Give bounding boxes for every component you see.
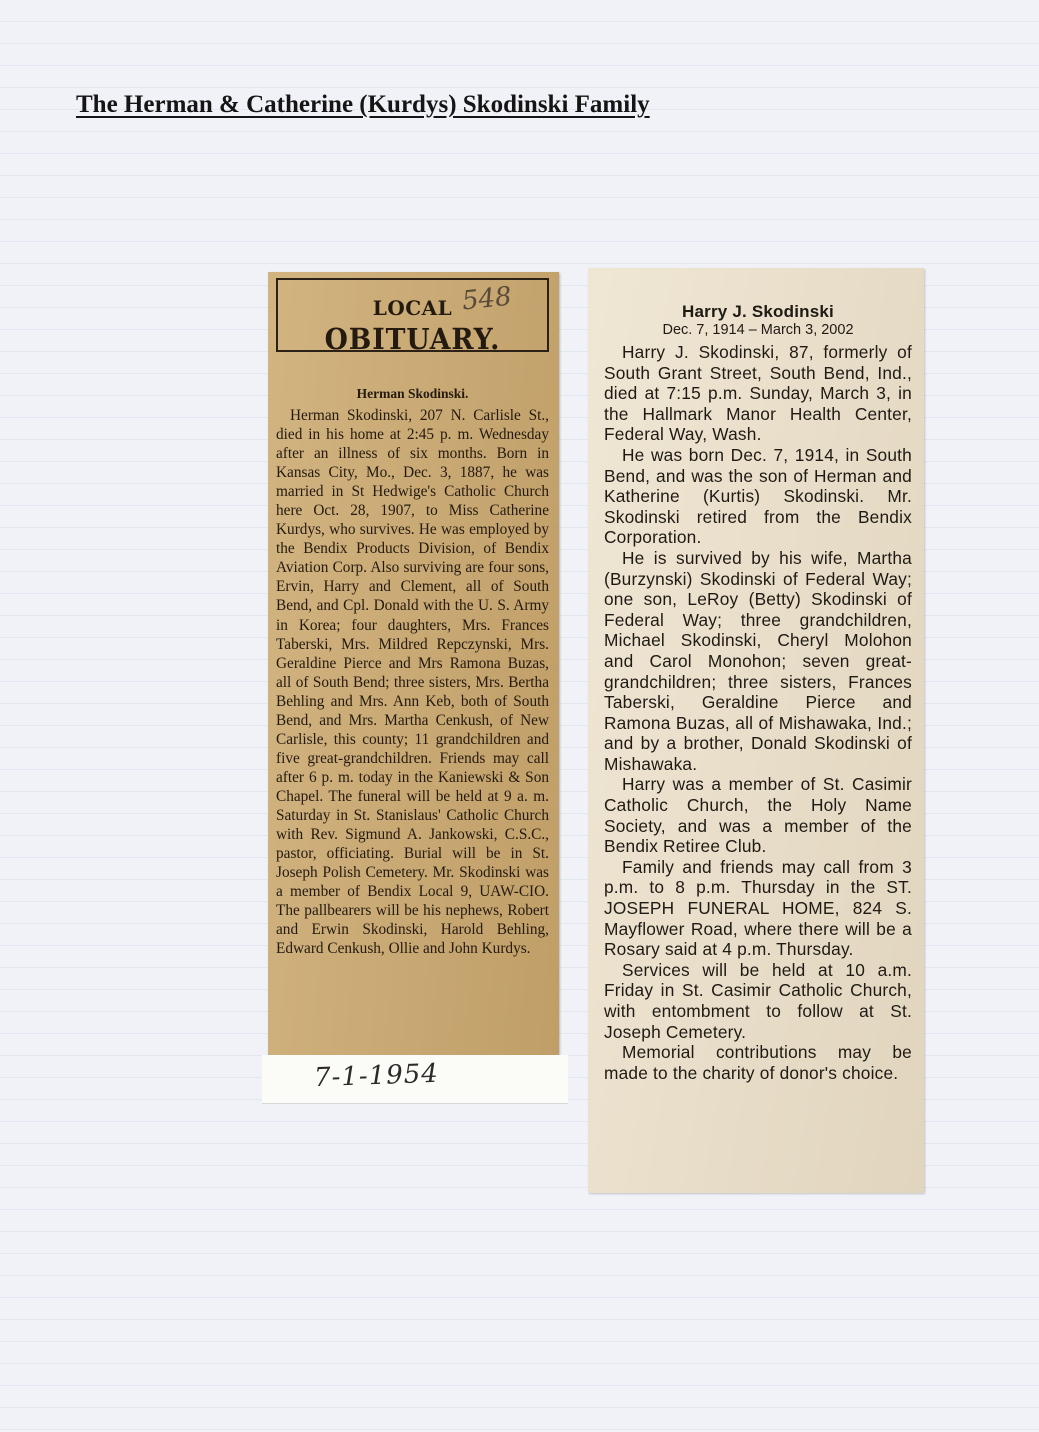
obituary-paragraph: Memorial contributions may be made to the charity of donor's choice. [604,1042,912,1083]
page-title: The Herman & Catherine (Kurdys) Skodinski Family [76,91,650,118]
obituary-paragraph: Harry J. Skodinski, 87, formerly of South Grant Street, South Bend, Ind., died at 7:15 p.m. Sunday, March 3, in the Hallmark Manor Health Center, Federal Way, Wash. [604,342,912,445]
herman-obituary-text: Herman Skodinski, 207 N. Carlisle St., died in his home at 2:45 p. m. Wednesday after an illness of six months. Born in Kansas City, Mo., Dec. 3, 1887, he was married in St Hedwige's Catholic Church here Oct. 28, 1907, to Miss Catherine Kurdys, who survives. He was employed by the Bendix Products Division, of Bendix Aviation Corp. Also surviving are four sons, Ervin, Harry and Clement, all of South Bend, and Cpl. Donald with the U. S. Army in Korea; four daughters, Mrs. Frances Taberski, Mrs. Mildred Repczynski, Mrs. Geraldine Pierce and Mrs Ramona Buzas, all of South Bend; three sisters, Mrs. Bertha Behling and Mrs. Ann Keb, both of South Bend, and Mrs. Martha Cenkush, of New Carlisle, this county; 11 grandchildren and five great-grandchildren. Friends may call after 6 p. m. today in the Kaniewski & Son Chapel. The funeral will be held at 9 a. m. Saturday in St. Stanislaus' Catholic Church with Rev. Sigmund A. Jankowski, C.S.C., pastor, officiating. Burial will be in St. Joseph Polish Cemetery. Mr. Skodinski was a member of Bendix Local 9, UAW-CIO. The pallbearers will be his nephews, Robert and Erwin Skodinski, Harold Behling, Edward Cenkush, Ollie and John Kurdys. [276,407,549,958]
masthead-local: LOCAL [372,296,453,320]
handwritten-date: 7-1-1954 [313,1058,440,1094]
obituary-paragraph: He is survived by his wife, Martha (Burzynski) Skodinski of Federal Way; one son, LeRoy (Betty) Skodinski of Federal Way; three grandchildren, Michael Skodinski, Cheryl Molohon and Carol Monohon; seven great-grandchildren; three sisters, Frances Taberski, Geraldine Pierce and Ramona Buzas, all of Mishawaka, Ind.; and by a brother, Donald Skodinski of Mishawaka. [604,547,912,774]
herman-obituary-clipping [268,272,559,1055]
masthead-obituary: OBITUARY. [324,322,501,356]
obituary-paragraph: Family and friends may call from 3 p.m. to 8 p.m. Thursday in the ST. JOSEPH FUNERAL HOME, 824 S. Mayflower Road, where there will be a Rosary said at 4 p.m. Thursday. [604,856,912,960]
obituary-paragraph: Harry was a member of St. Casimir Catholic Church, the Holy Name Society, and was a member of the Bendix Retiree Club. [604,774,912,857]
harry-obituary-clipping [588,268,924,1193]
local-obituary-masthead [276,278,549,356]
handwritten-number: 548 [460,281,514,317]
harry-dates: Dec. 7, 1914 – March 3, 2002 [662,322,854,338]
obituary-paragraph: Services will be held at 10 a.m. Friday in St. Casimir Catholic Church, with entombment to follow at St. Joseph Cemetery. [604,959,912,1042]
obituary-paragraph: He was born Dec. 7, 1914, in South Bend, and was the son of Herman and Katherine (Kurtis) Skodinski. Mr. Skodinski retired from the Bendix Corporation. [604,444,912,548]
herman-headline: Herman Skodinski. [356,386,469,401]
date-note-strip [262,1055,568,1104]
harry-name: Harry J. Skodinski [682,302,834,321]
